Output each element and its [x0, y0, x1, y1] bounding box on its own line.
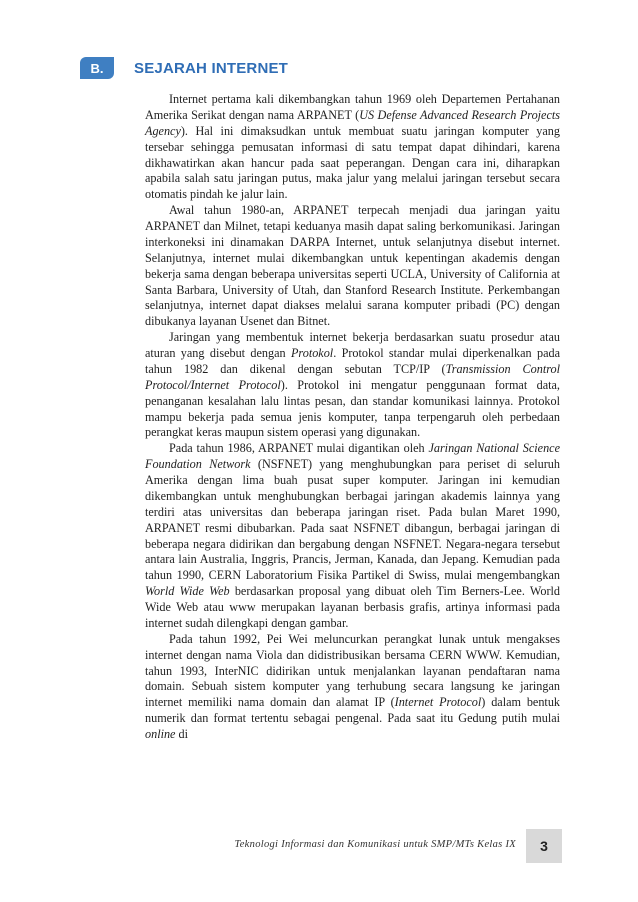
italic-term: Transmission Control Protocol/Internet Protocol [145, 361, 560, 392]
italic-term: Internet Protocol [394, 695, 482, 710]
paragraph [145, 632, 560, 743]
text-run: ). Protokol ini mengatur penggunaan format data, penanganan kesalahan lalu lintas pesan, dan standar komunikasi lainnya. Protokol mampu bekerja pada semua jenis komputer, tanpa terpengaruh oleh perbedaan perangkat keras maupun sistem operasi yang digunakan. [145, 377, 560, 440]
section-letter-badge: B. [80, 57, 114, 79]
section-heading [80, 56, 288, 80]
paragraph [145, 330, 560, 441]
italic-term: US Defense Advanced Research Projects Agency [145, 107, 560, 138]
page-number-box [526, 829, 562, 863]
paragraph [145, 441, 560, 632]
page-number: 3 [540, 838, 548, 854]
text-run: ) dalam bentuk numerik dan format tertentu sebagai pengenal. Pada saat itu Gedung putih mulai [145, 695, 561, 726]
italic-term: World Wide Web [145, 584, 230, 599]
italic-term: online [145, 727, 176, 741]
footer-book-title: Teknologi Informasi dan Komunikasi untuk SMP/MTs Kelas IX [234, 839, 516, 850]
text-run: Awal tahun 1980-an, ARPANET terpecah menjadi dua jaringan yaitu ARPANET dan Milnet, tetapi keduanya masih dapat saling berkomunikasi. Jaringan interkoneksi ini dinamakan DARPA Internet, untuk selanjutnya disebut internet. Selanjutnya, internet mulai dikembangkan untuk kepentingan akademis dengan bekerja sama dengan beberapa universitas seperti UCLA, University of California at Santa Barbara, University of Utah, dan Stanford Research Institute. Perkembangan selanjutnya, internet dapat diakses melalui sarana komputer pribadi (PC) dengan dibukanya layanan Usenet dan Bitnet. [145, 203, 560, 329]
paragraph [145, 203, 560, 330]
text-run: (NSFNET) yang menghubungkan para periset di seluruh Amerika dengan lima buah pusat super komputer. Jaringan ini kemudian dikembangkan untuk menghubungkan berbagai jaringan akademis lainnya yang terdiri atas universitas dan beberapa jaringan riset. Pada bulan Maret 1990, ARPANET resmi dibubarkan. Pada saat NSFNET dibangun, berbagai jaringan di beberapa negara didirikan dan bergabung dengan NSFNET. Negara-negara tersebut antara lain Australia, Inggris, Prancis, Jerman, Kanada, dan Jepang. Kemudian pada tahun 1990, CERN Laboratorium Fisika Partikel di Swiss, mulai mengembangkan [145, 457, 560, 583]
section-title: SEJARAH INTERNET [134, 59, 289, 77]
text-run: di [175, 727, 188, 741]
text-run: . Protokol standar mulai diperkenalkan pada tahun 1982 dan dikenal dengan sebutan TCP/IP ( [145, 346, 560, 376]
italic-term: Jaringan National Science Foundation Network [145, 441, 560, 472]
paragraph [145, 92, 560, 203]
italic-term: Protokol [290, 346, 334, 360]
text-run: Pada tahun 1986, ARPANET mulai digantikan oleh [169, 441, 429, 456]
text-run: berdasarkan proposal yang dibuat oleh Tim Berners-Lee. World Wide Web atau www merupakan layanan berbasis grafis, artinya informasi pada internet sudah dilengkapi dengan gambar. [145, 584, 560, 630]
text-run: Internet pertama kali dikembangkan tahun 1969 oleh Departemen Pertahanan Amerika Serikat dengan nama ARPANET ( [145, 92, 560, 122]
text-run: Jaringan yang membentuk internet bekerja berdasarkan suatu prosedur atau aturan yang disebut dengan [145, 330, 560, 360]
body-text [145, 92, 560, 743]
text-run: Pada tahun 1992, Pei Wei meluncurkan perangkat lunak untuk mengakses internet dengan nama Viola dan didistribusikan bersama CERN WWW. Kemudian, tahun 1993, InterNIC didirikan untuk menjalankan layanan pendaftaran nama domain. Sebuah sistem komputer yang terhubung secara langsung ke jaringan internet memiliki nama domain dan alamat IP ( [145, 631, 560, 710]
text-run: ). Hal ini dimaksudkan untuk membuat suatu jaringan komputer yang tersebar sehingga pemusatan informasi di satu tempat dapat dihindari, karena dikhawatirkan akan hancur pada saat peperangan. Dengan cara ini, diharapkan apabila salah satu jaringan putus, maka jalur yang melalui jaringan tersebut secara otomatis pindah ke jalur lain. [145, 123, 560, 202]
